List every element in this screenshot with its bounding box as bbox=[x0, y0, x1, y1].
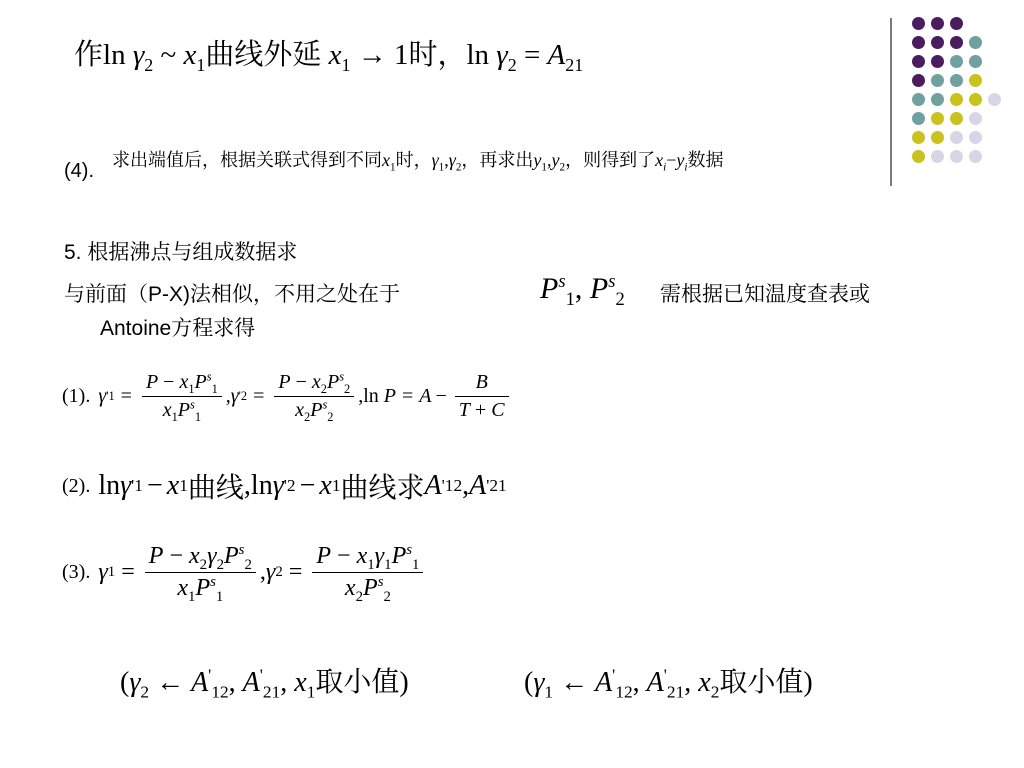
denominator bbox=[274, 397, 354, 422]
subscript: 1 bbox=[188, 588, 196, 605]
x-symbol: x bbox=[189, 542, 200, 569]
decor-dot bbox=[950, 74, 963, 87]
equals-symbol: = bbox=[523, 39, 541, 71]
P-symbol: P bbox=[310, 398, 323, 421]
y-symbol: y bbox=[533, 150, 542, 170]
superscript: s bbox=[339, 368, 345, 383]
decor-dot bbox=[950, 36, 963, 49]
subscript: 1 bbox=[215, 588, 224, 605]
subscript: 2 bbox=[199, 556, 208, 573]
A-symbol: A bbox=[191, 667, 209, 698]
subscript: 2 bbox=[344, 381, 351, 396]
gamma-symbol: γ bbox=[120, 470, 132, 501]
gamma-symbol: γ bbox=[533, 667, 545, 698]
ln-symbol: ln bbox=[466, 39, 490, 71]
subscript: 2 bbox=[327, 409, 334, 424]
minus-symbol: − bbox=[169, 542, 183, 569]
prime-symbol: ' bbox=[208, 665, 212, 685]
P-symbol: P bbox=[363, 574, 378, 601]
subscript: 12 bbox=[615, 682, 633, 702]
step4-text-e: 数据 bbox=[687, 150, 724, 170]
A-symbol: A bbox=[595, 667, 613, 698]
denominator bbox=[145, 573, 256, 605]
P-symbol: P bbox=[589, 272, 609, 305]
subscript: i bbox=[684, 161, 688, 174]
superscript: s bbox=[322, 396, 328, 411]
minus-symbol: − bbox=[163, 370, 175, 393]
minus-symbol: − bbox=[295, 370, 307, 393]
x-symbol: x bbox=[294, 667, 307, 698]
minus-symbol: − bbox=[435, 384, 447, 407]
decor-dot bbox=[912, 150, 925, 163]
subscript: 2 bbox=[144, 54, 154, 75]
decor-dot bbox=[931, 131, 944, 144]
P-symbol: P bbox=[383, 384, 397, 407]
divider-line bbox=[890, 18, 892, 186]
x-symbol: x bbox=[166, 470, 180, 501]
step4-label: (4). bbox=[64, 160, 94, 182]
x-symbol: x bbox=[328, 39, 342, 71]
decor-dot bbox=[969, 112, 982, 125]
subscript: 1 bbox=[412, 556, 420, 573]
ln-symbol: ln bbox=[103, 39, 126, 71]
subscript: 2 bbox=[140, 682, 150, 702]
minus-symbol: − bbox=[666, 150, 677, 170]
x-symbol: x bbox=[319, 470, 332, 501]
subscript: 21 bbox=[565, 54, 584, 75]
equals-symbol: = bbox=[253, 384, 265, 407]
subscript: 1 bbox=[544, 682, 554, 702]
P-symbol: P bbox=[316, 542, 332, 569]
numerator bbox=[274, 368, 354, 397]
gamma-symbol: γ bbox=[265, 558, 276, 585]
subscript: 1 bbox=[306, 682, 316, 702]
decor-dot bbox=[988, 93, 1001, 106]
superscript: s bbox=[190, 396, 195, 411]
x-symbol: x bbox=[179, 370, 189, 393]
paren: ( bbox=[120, 667, 130, 698]
heading-text: 曲线外延 bbox=[205, 39, 322, 71]
fraction bbox=[274, 368, 354, 424]
ln-symbol: ln bbox=[250, 470, 273, 501]
gamma-symbol: γ bbox=[98, 384, 107, 407]
curve-find-text: 曲线求 bbox=[340, 473, 425, 504]
arrow-symbol: → bbox=[357, 39, 387, 71]
subscript: 1 bbox=[541, 161, 547, 174]
A-symbol: A bbox=[469, 470, 487, 501]
x-symbol: x bbox=[356, 542, 368, 569]
P-symbol: P bbox=[278, 370, 291, 393]
equation-3: (3). γ 1 = $\frac{P - x_2\gamma_2P^s_2}{x_1P^s_1}$ , γ 2 = $\frac{P - x_1\gamma_1P^s_1}{x_2P^s_2}$ bbox=[62, 530, 427, 614]
paren: ) bbox=[803, 667, 813, 698]
A-symbol: A bbox=[547, 39, 566, 71]
equation-2: (2). ln γ ' 1 − x 1 曲线 , ln γ ' 2 − x 1 曲线求 A ' 12 , A ' 21 bbox=[62, 466, 507, 506]
A-symbol: A bbox=[646, 667, 664, 698]
prime-symbol: ' bbox=[259, 665, 263, 685]
T-symbol: T bbox=[458, 398, 470, 421]
equation-1: (1). γ ' 1 = $\frac{P - x_1P^s_1}{x_1P^s_1}$ , γ ' 2 = $\frac{P - x_2P^s_2}{x_2P^s_2}$ , ln P = A − $\frac{B}{T + C}$ bbox=[62, 354, 513, 438]
superscript: s bbox=[558, 271, 566, 292]
B-symbol: B bbox=[475, 370, 488, 393]
P-symbol: P bbox=[326, 370, 340, 393]
decor-dot bbox=[931, 150, 944, 163]
decor-dot bbox=[931, 36, 944, 49]
x-symbol: x bbox=[162, 398, 172, 421]
x-symbol: x bbox=[311, 370, 321, 393]
superscript: s bbox=[377, 573, 384, 590]
x-symbol: x bbox=[698, 667, 711, 698]
subscript: 2 bbox=[320, 381, 327, 396]
one-value: 1 bbox=[393, 39, 409, 71]
left-arrow-symbol: ← bbox=[156, 667, 185, 698]
y-symbol: y bbox=[551, 150, 560, 170]
take-min-text: 取小值 bbox=[315, 667, 400, 698]
subscript: 1 bbox=[384, 556, 392, 573]
x-symbol: x bbox=[183, 39, 197, 71]
denominator bbox=[142, 397, 222, 422]
gamma-symbol: γ bbox=[496, 39, 508, 71]
subscript: 2 bbox=[710, 682, 720, 702]
eq1-label: (1). bbox=[62, 384, 91, 407]
subscript: 1 bbox=[565, 289, 575, 310]
decor-dot bbox=[931, 112, 944, 125]
paren: ) bbox=[399, 667, 409, 698]
heading-formula bbox=[74, 32, 583, 73]
gamma-symbol: γ bbox=[207, 542, 217, 569]
section5-line1b: 需根据已知温度查表或 bbox=[660, 283, 870, 306]
numerator bbox=[455, 371, 509, 397]
decor-dot bbox=[969, 36, 982, 49]
heading-text: 作 bbox=[74, 39, 104, 71]
minus-symbol: − bbox=[337, 542, 351, 569]
fraction bbox=[312, 541, 423, 605]
subscript: 1 bbox=[438, 161, 445, 174]
curve-text: 曲线 bbox=[187, 473, 244, 504]
decor-dot bbox=[969, 131, 982, 144]
step4-text-a: 求出端值后，根据关联式得到不同 bbox=[112, 150, 382, 170]
decor-dot bbox=[912, 55, 925, 68]
subscript: 2 bbox=[355, 588, 364, 605]
P-symbol: P bbox=[194, 370, 207, 393]
equals-symbol: = bbox=[120, 384, 132, 407]
plus-symbol: + bbox=[474, 398, 487, 421]
subscript: 1 bbox=[341, 54, 351, 75]
bottom-expression-left: ($\gamma_2$ ← $A'_{12}$, $A'_{21}$, $x_1$取小值) bbox=[120, 665, 409, 702]
bottom-expression-right: ($\gamma_1$ ← $A'_{12}$, $A'_{21}$, $x_2$取小值) bbox=[524, 665, 813, 702]
x-symbol: x bbox=[382, 150, 390, 170]
prime-symbol: ' bbox=[663, 665, 667, 685]
subscript: 1 bbox=[194, 409, 202, 424]
subscript: 1 bbox=[211, 381, 218, 396]
ln-symbol: ln bbox=[363, 384, 379, 407]
decor-dot bbox=[950, 150, 963, 163]
decor-dot bbox=[969, 55, 982, 68]
superscript: s bbox=[406, 541, 413, 558]
subscript: 2 bbox=[559, 161, 566, 174]
A-symbol: A bbox=[419, 384, 432, 407]
equals-symbol: = bbox=[288, 558, 303, 585]
subscript: 1 bbox=[367, 556, 375, 573]
decor-dot bbox=[950, 55, 963, 68]
numerator bbox=[142, 368, 222, 397]
decor-dot bbox=[931, 55, 944, 68]
gamma-symbol: γ bbox=[448, 150, 456, 170]
decor-dot bbox=[912, 17, 925, 30]
gamma-symbol: γ bbox=[98, 558, 108, 585]
P-symbol: P bbox=[195, 574, 211, 601]
decor-dot bbox=[969, 74, 982, 87]
subscript: 2 bbox=[304, 409, 311, 424]
ln-symbol: ln bbox=[98, 470, 121, 501]
take-min-text: 取小值 bbox=[719, 667, 804, 698]
decor-dot bbox=[950, 93, 963, 106]
subscript: 2 bbox=[383, 588, 391, 605]
step4-text-b: 时， bbox=[395, 150, 432, 170]
fraction bbox=[145, 541, 256, 605]
decor-dot bbox=[912, 74, 925, 87]
decor-dot bbox=[950, 131, 963, 144]
P-symbol: P bbox=[224, 542, 239, 569]
prime-symbol: ' bbox=[612, 665, 616, 685]
denominator bbox=[312, 573, 423, 605]
A-symbol: A bbox=[242, 667, 260, 698]
subscript: 1 bbox=[188, 381, 195, 396]
superscript: s bbox=[238, 541, 245, 558]
decor-dot bbox=[969, 93, 982, 106]
subscript: 1 bbox=[390, 161, 396, 174]
decor-dot bbox=[931, 93, 944, 106]
decor-dot bbox=[931, 74, 944, 87]
section5-title: 5. 根据沸点与组成数据求 bbox=[64, 241, 298, 264]
superscript: s bbox=[206, 368, 212, 383]
C-symbol: C bbox=[491, 398, 505, 421]
decor-dot bbox=[912, 131, 925, 144]
psat-symbols: $P^s_1$, $P^s_2$ bbox=[540, 271, 625, 310]
equals-symbol: = bbox=[121, 558, 135, 585]
subscript: 21 bbox=[666, 682, 685, 702]
numerator bbox=[145, 543, 256, 573]
x-symbol: x bbox=[295, 398, 305, 421]
step4-text: 求出端值后，根据关联式得到不同$x_1$时，$\gamma_1,\gamma_2$，再求出$y_1,y_2$，则得到了$x_i-y_i$数据 bbox=[112, 150, 724, 174]
decor-dot bbox=[912, 112, 925, 125]
subscript: 2 bbox=[615, 289, 625, 310]
P-symbol: P bbox=[177, 398, 190, 421]
decor-dot bbox=[931, 17, 944, 30]
subscript: 2 bbox=[244, 556, 252, 573]
subscript: 2 bbox=[507, 54, 517, 75]
decor-dot bbox=[950, 112, 963, 125]
section5-line2: Antoine方程求得 bbox=[100, 317, 256, 340]
subscript: 12 bbox=[211, 682, 229, 702]
fraction bbox=[455, 371, 509, 422]
x-symbol: x bbox=[344, 574, 356, 601]
heading-text: 时， bbox=[408, 39, 467, 71]
x-symbol: x bbox=[177, 574, 188, 601]
P-symbol: P bbox=[148, 542, 164, 569]
gamma-symbol: γ bbox=[431, 150, 439, 170]
A-symbol: A bbox=[424, 470, 442, 501]
numerator bbox=[312, 543, 423, 573]
eq3-label: (3). bbox=[62, 560, 91, 583]
equals-symbol: = bbox=[402, 384, 414, 407]
subscript: 2 bbox=[216, 556, 224, 573]
fraction bbox=[142, 368, 222, 424]
minus-symbol: − bbox=[146, 470, 163, 501]
superscript: s bbox=[608, 271, 616, 292]
P-symbol: P bbox=[391, 542, 407, 569]
paren: ( bbox=[524, 667, 534, 698]
step4-text-c: ，再求出 bbox=[461, 150, 534, 170]
decor-dot bbox=[969, 150, 982, 163]
P-symbol: P bbox=[540, 272, 559, 305]
x-symbol: x bbox=[655, 150, 664, 170]
subscript: 21 bbox=[262, 682, 281, 702]
subscript: 1 bbox=[171, 409, 178, 424]
gamma-symbol: γ bbox=[230, 384, 239, 407]
decor-dot bbox=[912, 93, 925, 106]
minus-symbol: − bbox=[299, 470, 316, 501]
denominator bbox=[455, 397, 509, 422]
gamma-symbol: γ bbox=[132, 39, 145, 71]
subscript: 1 bbox=[196, 54, 206, 75]
tilde-symbol: ~ bbox=[160, 39, 177, 71]
left-arrow-symbol: ← bbox=[560, 667, 589, 698]
step4-text-d: ，则得到了 bbox=[565, 150, 656, 170]
gamma-symbol: γ bbox=[129, 667, 141, 698]
decor-dot bbox=[912, 36, 925, 49]
section5-line1a: 与前面（P-X)法相似，不用之处在于 bbox=[64, 283, 400, 306]
P-symbol: P bbox=[145, 370, 159, 393]
subscript: i bbox=[663, 161, 667, 174]
eq2-label: (2). bbox=[62, 474, 91, 497]
gamma-symbol: γ bbox=[272, 470, 284, 501]
decor-dot bbox=[950, 17, 963, 30]
superscript: s bbox=[210, 573, 216, 590]
subscript: 2 bbox=[455, 161, 462, 174]
y-symbol: y bbox=[676, 150, 685, 170]
gamma-symbol: γ bbox=[374, 542, 385, 569]
